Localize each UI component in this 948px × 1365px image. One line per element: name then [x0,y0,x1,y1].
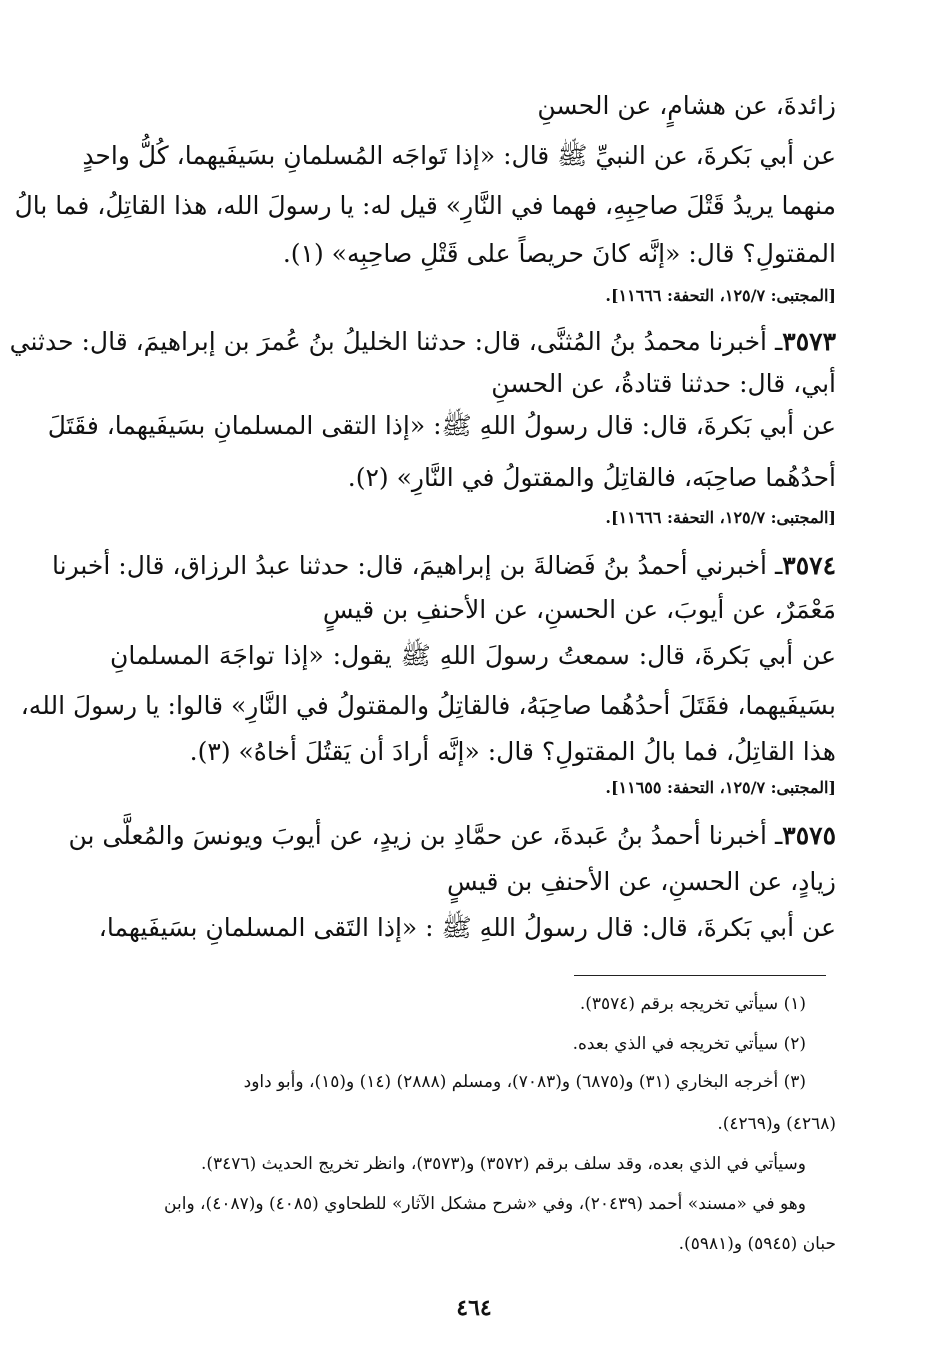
footnote: (٣) أخرجه البخاري (٣١) و(٦٨٧٥) و(٧٠٨٣)، ومسلم (٢٨٨٨) (١٤) و(١٥)، وأبو داود [243,1072,806,1092]
reference-note: [المجتبى: ١٢٥/٧، التحفة: ١١٦٦٦]. [605,508,836,527]
hadith-line: عن أبي بَكرةَ، قال: قال رسولُ اللهِ ﷺ: «إذا التقى المسلمانِ بسَيفَيهما، فقَتَلَ [47,411,836,440]
text-line: عن أبي بَكرةَ، عن النبيِّ ﷺ قال: «إذا تَواجَه المُسلمانِ بسَيفَيهما، كُلُّ واحدٍ [82,141,836,170]
hadith-line: مَعْمَرٌ، عن أيوبَ، عن الحسنِ، عن الأحنفِ بن قيسٍ [322,595,836,624]
hadith-number: ٣٥٧٥ [782,821,836,850]
footnote: وهو في «مسند» أحمد (٢٠٤٣٩)، وفي «شرح مشكل الآثار» للطحاوي (٤٠٨٥) و(٤٠٨٧)، وابن [164,1194,806,1214]
text-line: المقتولِ؟ قال: «إنَّه كانَ حريصاً على قَتْلِ صاحِبِه» (١). [282,239,836,268]
footnote: (١) سيأتي تخريجه برقم (٣٥٧٤). [579,994,806,1014]
hadith-line: أحدُهُما صاحِبَه، فالقاتِلُ والمقتولُ في النَّارِ» (٢). [347,463,836,492]
hadith-line [52,548,836,584]
reference-note: [المجتبى: ١٢٥/٧، التحفة: ١١٦٥٥]. [605,778,836,797]
hadith-text: ـ أخبرنا محمدُ بنُ المُثنَّى، قال: حدثنا الخليلُ بنُ عُمرَ بن إبراهيمَ، قال: حدثني [9,327,783,356]
hadith-line: هذا القاتِلُ، فما بالُ المقتولِ؟ قال: «إنَّه أرادَ أن يَقتُلَ أخاهُ» (٣). [189,737,836,766]
footnote: (٤٢٦٨) و(٤٢٦٩). [717,1114,836,1134]
hadith-line: أبي، قال: حدثنا قتادةُ، عن الحسنِ [491,369,836,398]
footnote: (٢) سيأتي تخريجه في الذي بعده. [572,1034,806,1054]
hadith-line: بسَيفَيهما، فقَتَلَ أحدُهُما صاحِبَهُ، فالقاتِلُ والمقتولُ في النَّارِ» قالوا: يا رسولَ الله، [20,691,836,720]
hadith-line [68,818,836,854]
hadith-number: ٣٥٧٤ [782,551,836,580]
text-line: زائدةَ، عن هشامٍ، عن الحسنِ [537,91,836,120]
footnote-divider [574,975,826,976]
hadith-text: ـ أخبرنا أحمدُ بنُ عَبدةَ، عن حمَّادِ بن زيدٍ، عن أيوبَ ويونسَ والمُعلَّى بن [68,821,783,850]
text-line: منهما يريدُ قَتْلَ صاحِبِهِ، فهما في النَّارِ» قيل له: يا رسولَ الله، هذا القاتِلُ، فما بالُ [14,191,836,220]
hadith-line: زيادٍ، عن الحسنِ، عن الأحنفِ بن قيسٍ [447,867,836,896]
hadith-number: ٣٥٧٣ [782,327,836,356]
hadith-line [9,324,836,360]
reference-note: [المجتبى: ١٢٥/٧، التحفة: ١١٦٦٦]. [605,286,836,305]
page-number: ٤٦٤ [456,1295,492,1321]
hadith-line: عن أبي بَكرةَ، قال: قال رسولُ اللهِ ﷺ : «إذا التَقى المسلمانِ بسَيفَيهما، [98,913,836,942]
hadith-text: ـ أخبرني أحمدُ بنُ فَضالةَ بن إبراهيمَ، قال: حدثنا عبدُ الرزاق، قال: أخبرنا [52,551,783,580]
footnote: وسيأتي في الذي بعده، وقد سلف برقم (٣٥٧٢) و(٣٥٧٣)، وانظر تخريج الحديث (٣٤٧٦). [201,1154,806,1174]
footnote: حبان (٥٩٤٥) و(٥٩٨١). [678,1234,836,1254]
hadith-line: عن أبي بَكرةَ، قال: سمعتُ رسولَ اللهِ ﷺ يقول: «إذا تواجَهَ المسلمانِ [110,641,836,670]
